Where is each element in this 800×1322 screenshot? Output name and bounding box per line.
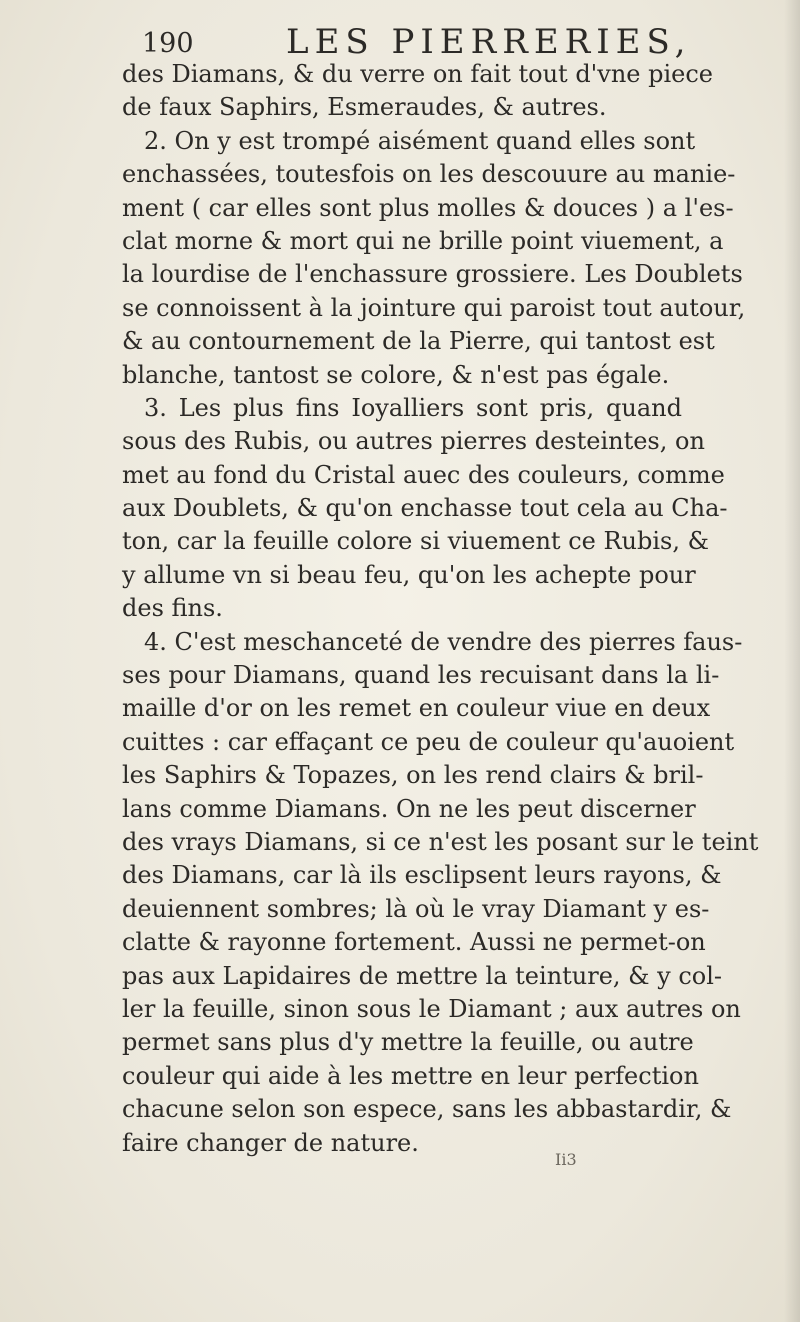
text-line: aux Doublets, & qu'on enchasse tout cela au Cha- <box>122 494 728 523</box>
text-line: faire changer de nature. <box>122 1128 419 1157</box>
text-line: cuittes : car effaçant ce peu de couleur qu'auoient <box>122 727 735 756</box>
text-line: y allume vn si beau feu, qu'on les achepte pour <box>122 560 696 589</box>
running-title: LES PIERRERIES, <box>286 22 692 62</box>
text-line: permet sans plus d'y mettre la feuille, ou autre <box>122 1028 694 1057</box>
text-line: couleur qui aide à les mettre en leur perfection <box>122 1061 699 1090</box>
text-line: sous des Rubis, ou autres pierres desteintes, on <box>122 427 705 456</box>
text-line: des fins. <box>122 594 223 623</box>
text-line: clat morne & mort qui ne brille point viuement, a <box>122 226 724 255</box>
text-line: deuiennent sombres; là où le vray Diamant y es- <box>122 894 710 923</box>
text-line: ton, car la feuille colore si viuement ce Rubis, & <box>122 527 709 556</box>
text-line: enchassées, toutesfois on les descouure au manie- <box>122 160 736 189</box>
text-line: chacune selon son espece, sans les abbastardir, & <box>122 1095 732 1124</box>
page-number: 190 <box>142 28 194 59</box>
text-line: de faux Saphirs, Esmeraudes, & autres. <box>122 93 607 122</box>
signature-mark: Ii3 <box>555 1150 577 1169</box>
text-line: 3. Les plus fins Ioyalliers sont pris, quand <box>144 393 682 422</box>
text-line: des Diamans, car là ils esclipsent leurs rayons, & <box>122 861 722 890</box>
text-line: pas aux Lapidaires de mettre la teinture, & y col- <box>122 961 723 990</box>
text-line: la lourdise de l'enchassure grossiere. Les Doublets <box>122 260 743 289</box>
text-line: lans comme Diamans. On ne les peut discerner <box>122 794 696 823</box>
page-header <box>118 22 692 62</box>
text-line: 2. On y est trompé aisément quand elles sont <box>144 126 696 155</box>
text-line: ment ( car elles sont plus molles & douces ) a l'es- <box>122 193 734 222</box>
text-line: maille d'or on les remet en couleur viue en deux <box>122 694 711 723</box>
text-line: 4. C'est meschanceté de vendre des pierres faus- <box>144 627 743 656</box>
text-line: met au fond du Cristal auec des couleurs, comme <box>122 460 725 489</box>
text-line: blanche, tantost se colore, & n'est pas égale. <box>122 360 670 389</box>
text-line: des Diamans, & du verre on fait tout d'vne piece <box>122 60 714 88</box>
text-line: & au contournement de la Pierre, qui tantost est <box>122 327 715 356</box>
text-line: ler la feuille, sinon sous le Diamant ; aux autres on <box>122 994 741 1023</box>
page-edge-shadow <box>784 0 800 1322</box>
text-line: clatte & rayonne fortement. Aussi ne permet-on <box>122 928 706 957</box>
text-line: ses pour Diamans, quand les recuisant dans la li- <box>122 661 720 690</box>
body-text <box>122 58 759 1160</box>
text-line: des vrays Diamans, si ce n'est les posant sur le teint <box>122 827 759 856</box>
text-line: les Saphirs & Topazes, on les rend clairs & bril- <box>122 761 704 790</box>
text-line: se connoissent à la jointure qui paroist tout autour, <box>122 293 746 322</box>
